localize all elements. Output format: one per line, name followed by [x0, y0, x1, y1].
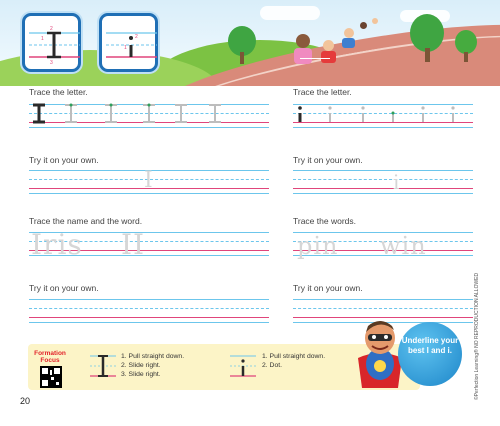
runner-body	[321, 51, 336, 63]
svg-text:3: 3	[50, 60, 53, 66]
runner-head	[344, 28, 354, 38]
faded-letter: I	[144, 168, 153, 193]
trace-words-label: Trace the words.	[293, 216, 356, 226]
lowercase-letter-box	[99, 13, 158, 72]
uppercase-steps: 1. Pull straight down. 2. Slide right. 3. Slide right.	[121, 353, 185, 378]
runner-body	[342, 38, 355, 48]
trace-word-first: pin	[297, 232, 339, 260]
writing-row-practice[interactable]	[293, 170, 473, 192]
trace-letter-label: Trace the letter.	[29, 87, 88, 97]
svg-text:2: 2	[50, 26, 53, 32]
runner-head	[372, 18, 378, 24]
runner-body	[294, 48, 312, 64]
svg-text:1: 1	[41, 36, 44, 42]
runner-head	[323, 40, 334, 51]
lowercase-i-formation-icon	[228, 350, 258, 384]
trace-word-second: II	[121, 228, 146, 261]
svg-text:2: 2	[135, 34, 138, 40]
trace-name-label: Trace the name and the word.	[29, 216, 143, 226]
uppercase-i-formation-icon	[88, 350, 118, 384]
trace-word-second: win	[380, 232, 427, 260]
lowercase-i-model	[102, 16, 161, 75]
finish-ribbon	[300, 58, 330, 59]
page-number: 20	[20, 396, 31, 406]
trace-uppercase-i-letters	[29, 100, 269, 130]
trace-lowercase-i-letters	[293, 100, 473, 130]
try-own-label: Try it on your own.	[29, 155, 99, 165]
runner-head	[360, 22, 367, 29]
trace-word-name: Iris	[31, 228, 83, 261]
lowercase-steps: 1. Pull straight down. 2. Dot.	[262, 353, 326, 369]
try-own-label: Try it on your own.	[29, 283, 99, 293]
formation-focus-title: Formation Focus	[34, 350, 66, 365]
runner-head	[296, 34, 310, 48]
faded-letter: i	[393, 170, 400, 194]
uppercase-letter-box	[22, 13, 81, 72]
speech-bubble: Underline your best I and i.	[398, 322, 462, 386]
trace-letter-label: Trace the letter.	[293, 87, 352, 97]
try-own-label: Try it on your own.	[293, 283, 363, 293]
svg-text:1: 1	[124, 45, 127, 51]
cloud	[260, 6, 320, 20]
qr-code[interactable]	[40, 366, 62, 388]
copyright-notice: ©Perfection Learning® NO REPRODUCTION ALLOWED	[474, 272, 480, 400]
writing-row-practice[interactable]	[29, 299, 269, 321]
uppercase-i-model	[25, 16, 84, 75]
try-own-label: Try it on your own.	[293, 155, 363, 165]
